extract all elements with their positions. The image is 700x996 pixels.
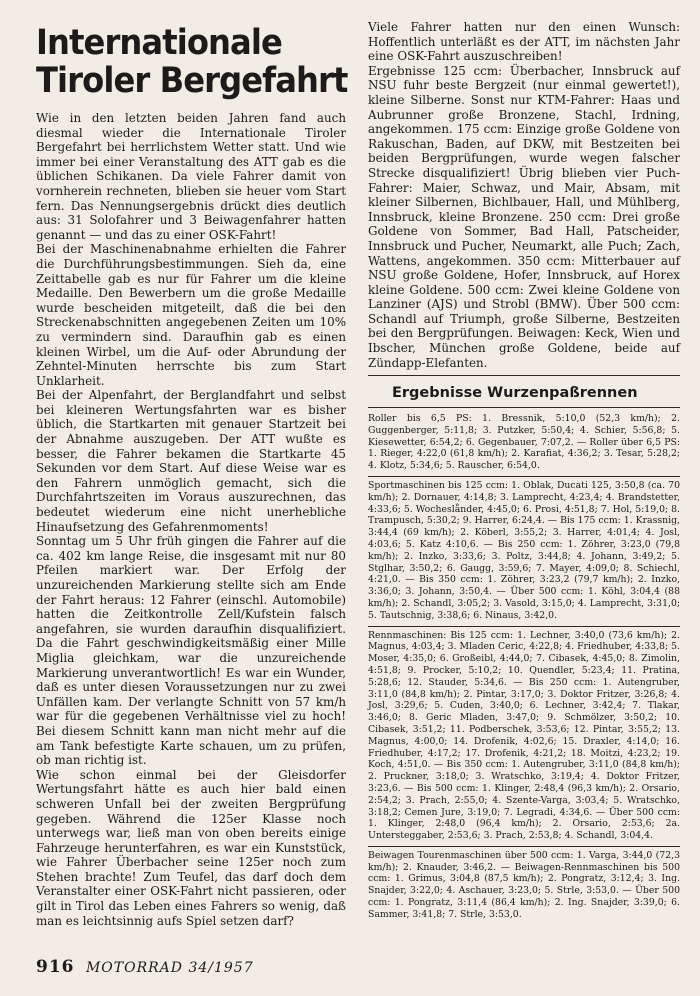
paragraph: Viele Fahrer hatten nur den einen Wunsch: Hoffentlich unterläßt es der ATT, im nächsten Jahr eine OSK-Fahrt auszuschreiben!	[368, 20, 680, 64]
results-title: Ergebnisse Wurzenpaßrennen	[392, 385, 638, 401]
issue-number: 34/1957	[188, 960, 254, 976]
left-column-text	[36, 111, 346, 928]
magazine-name: MOTORRAD	[85, 960, 183, 976]
results-section	[368, 410, 680, 477]
paragraph: Bei der Alpenfahrt, der Berglandfahrt und selbst bei kleineren Wertungsfahrten war es bisher üblich, die Startkarten mit genauer Startzeit bei der Abnahme auszugeben. Der ATT wußte es besser, die Fahrer bekamen die Startkarte 45 Sekunden vor dem Start. Auf diese Weise war es den Fahrern unmöglich gemacht, sich die Durchfahrtszeiten im Voraus auszurechnen, das bedeutet wiederum eine nicht unerhebliche Hinaufsetzung des Gefahrenmoments!	[36, 388, 346, 534]
article-headline	[36, 23, 348, 101]
paragraph: Wie in den letzten beiden Jahren fand auch diesmal wieder die Internationale Tiroler Bergefahrt bei herrlichstem Wetter statt. Und wie immer bei einer Veranstaltung des ATT gab es die üblichen Schikanen. Da viele Fahrer damit von vornherein rechneten, blieben sie heuer vom Start fern. Das Nennungsergebnis drückt dies deutlich aus: 31 Solofahrer und 3 Beiwagenfahrer hatten genannt — und das zu einer OSK-Fahrt!	[36, 111, 346, 242]
headline-line-2: Tiroler Bergefahrt	[36, 61, 348, 101]
section-divider	[368, 375, 680, 376]
results-text: Sportmaschinen bis 125 ccm: 1. Oblak, Ducati 125, 3:50,8 (ca. 70 km/h); 2. Dornauer, 4:14,8; 3. Lamprecht, 4:23,4; 4. Brandstetter, 4:33,6; 5. Wocheslånder, 4:45,0; 6. Prosi, 4:51,8; 7. Hol, 5:19,0; 8. Trampusch, 5:30,2; 9. Harrer, 6:24,4. — Bis 175 ccm: 1. Krassnig, 3:44,4 (69 km/h); 2. Köberl, 3:55,2; 3. Harrer, 4:01,4; 4. Josl, 4:03,6; 5. Katz 4:10,6. — Bis 250 ccm: 1. Zöhrer, 3:23,0 (79,8 km/h); 2. Inzko, 3:33,6; 3. Poltz, 3:44,8; 4. Johann, 3:49,2; 5. Stglhar, 3:50,2; 6. Gaugg, 3:59,6; 7. Mayer, 4:09,0; 8. Schiechl, 4:21,0. — Bis 350 ccm: 1. Zöhrer, 3:23,2 (79,7 km/h); 2. Inzko, 3:36,0; 3. Johann, 3:50,4. — Über 500 ccm: 1. Köhl, 3:04,4 (88 km/h); 2. Schandl, 3:05,2; 3. Vasold, 3:15,0; 4. Lamprecht, 3:31,0; 5. Tautschnig, 3:38,6; 6. Ninaus, 3:42,0.	[368, 479, 680, 621]
page-footer	[36, 957, 254, 977]
paragraph: Sonntag um 5 Uhr früh gingen die Fahrer auf die ca. 402 km lange Reise, die insgesamt mit nur 80 Pfeilen markiert war. Der Erfolg der unzureichenden Markierung stellte sich am Ende der Fahrt heraus: 12 Fahrer (einschl. Automobile) hatten die Zeitkontrolle Zell/Kufstein falsch angefahren, sie wurden daraufhin disqualifiziert. Da die Fahrt geschwindigkeitsmäßig einer Mille Miglia gleichkam, war die unzureichende Markierung unverantwortlich! Es war ein Wunder, daß es unter diesen Voraussetzungen nur zu zwei Unfällen kam. Der verlangte Schnitt von 57 km/h war für die gegebenen Verhältnisse viel zu hoch! Bei diesem Schnitt kann man nicht mehr auf die am Tank befestigte Karte schauen, um zu prüfen, ob man richtig ist.	[36, 534, 346, 768]
results-section	[368, 847, 680, 925]
section-divider	[368, 407, 680, 408]
right-column-text	[368, 20, 680, 370]
results-list	[368, 410, 680, 925]
page-number: 916	[36, 957, 75, 977]
results-section	[368, 477, 680, 627]
results-text: Beiwagen Tourenmaschinen über 500 ccm: 1. Varga, 3:44,0 (72,3 km/h); 2. Knauder, 3:46,2. — Beiwagen-Rennmaschinen bis 500 ccm: 1. Grimus, 3:04,8 (87,5 km/h); 2. Pongratz, 3:12,4; 3. Ing. Snajder, 3:22,0; 4. Aschauer, 3:23,0; 5. Strle, 3:53,0. — Über 500 ccm: 1. Pongratz, 3:11,4 (86,4 km/h); 2. Ing. Snajder, 3:39,0; 6. Sammer, 3:41,8; 7. Strle, 3:53,0.	[368, 849, 680, 920]
results-section	[368, 627, 680, 847]
results-summary-paragraph: Ergebnisse 125 ccm: Überbacher, Innsbruck auf NSU fuhr beste Bergzeit (nur einmal gewertet!), kleine Silberne. Sonst nur KTM-Fahrer: Haas und Aubrunner große Bronzene, Stachl, Irdning, angekommen. 175 ccm: Einzige große Goldene von Rakuschan, Baden, auf DKW, mit Bestzeiten bei beiden Bergprüfungen, wurde wegen falscher Strecke disqualifiziert! Übrig blieben vier Puch-Fahrer: Maier, Schwaz, und Mair, Absam, mit kleiner Silbernen, Bichlbauer, Hall, und Mühlberg, Innsbruck, kleine Bronzene. 250 ccm: Drei große Goldene von Sommer, Bad Hall, Patscheider, Innsbruck und Pucher, Neumarkt, alle Puch; Zach, Wattens, angekommen. 350 ccm: Mitterbauer auf NSU große Goldene, Hofer, Innsbruck, auf Horex kleine Goldene. 500 ccm: Zwei kleine Goldene von Lanziner (AJS) und Strobl (BMW). Über 500 ccm: Schandl auf Triumph, große Silberne, Bestzeiten bei den Bergprüfungen. Beiwagen: Keck, Wien und Ibscher, München große Goldene, beide auf Zündapp-Elefanten.	[368, 63, 680, 370]
paragraph: Wie schon einmal bei der Gleisdorfer Wertungsfahrt hätte es auch hier bald einen schweren Unfall bei der zweiten Bergprüfung gegeben. Während die 125er Klasse noch unterwegs war, ließ man von oben bereits einige Fahrzeuge herunterfahren, es war ein Kunststück, wie Fahrer Überbacher seine 125er noch zum Stehen brachte! Zum Teufel, das darf doch dem Veranstalter einer OSK-Fahrt nicht passieren, oder gilt in Tirol das Leben eines Fahrers so wenig, daß man es leichtsinnig aufs Spiel setzen darf?	[36, 767, 346, 928]
paragraph: Bei der Maschinenabnahme erhielten die Fahrer die Durchführungsbestimmungen. Sieh da, eine Zeittabelle gab es nur für Fahrer um die kleine Medaille. Den Bewerbern um die große Medaille wurde bescheiden mitgeteilt, daß die bei den Streckenabschnitten angegebenen Zeiten um 10% zu vermindern sind. Daraufhin gab es einen kleinen Wirbel, um die Auf- oder Abrundung der Zehntel-Minuten herrschte bis zum Start Unklarheit.	[36, 242, 346, 388]
headline-line-1: Internationale	[36, 23, 282, 63]
results-text: Roller bis 6,5 PS: 1. Bressnik, 5:10,0 (52,3 km/h); 2. Guggenberger, 5:11,8; 3. Putzker, 5:50,4; 4. Schier, 5:56,8; 5. Kiesewetter, 6:54,2; 6. Gegenbauer, 7:07,2. — Roller über 6,5 PS: 1. Rieger, 4:22,0 (61,8 km/h); 2. Karafiat, 4:36,2; 3. Tesar, 5:28,2; 4. Klotz, 5:34,6; 5. Rauscher, 6:54,0.	[368, 413, 680, 472]
results-text: Rennmaschinen: Bis 125 ccm: 1. Lechner, 3:40,0 (73,6 km/h); 2. Magnus, 4:03,4; 3. Mladen Ceric, 4:22,8; 4. Friedhuber, 4:33,8; 5. Moser, 4:35,0; 6. Großeibl, 4:44,0; 7. Cibasek, 4:45,0; 8. Zimolin, 4:51,8; 9. Procker, 5:10,2; 10. Quendler, 5:23,4; 11. Pratina, 5:28,6; 12. Stauder, 5:34,6. — Bis 250 ccm: 1. Autengruber, 3:11,0 (84,8 km/h); 2. Pintar, 3:17,0; 3. Doktor Fritzer, 3:26,8; 4. Josl, 3:29,6; 5. Cuden, 3:40,0; 6. Lechner, 3:42,4; 7. Tlakar, 3:46,0; 8. Geric Mladen, 3:47,0; 9. Schmölzer, 3:50,2; 10. Cibasek, 3:51,2; 11. Podberschek, 3:53,6; 12. Pintar, 3:55,2; 13. Magnus, 4:00,0; 14. Drofenik, 4:02,6; 15. Draxler, 4:14,0; 16. Friedhuber, 4:17,2; 17. Drofenik, 4:21,2; 18. Moitzi, 4:23,2; 19. Koch, 4:51,0. — Bis 350 ccm: 1. Autengruber, 3:11,0 (84,8 km/h); 2. Pruckner, 3:18,0; 3. Wratschko, 3:19,4; 4. Doktor Fritzer, 3:23,6. — Bis 500 ccm: 1. Klinger, 2:48,4 (96,3 km/h); 2. Orsario, 2:54,2; 3. Prach, 2:55,0; 4. Szente-Varga, 3:03,4; 5. Wratschko, 3:18,2; Cemen Jure, 3:19,0; 7. Legradi, 4:34,6. — Über 500 ccm: 1. Klinger, 2:48,0 (96,4 km/h); 2. Orsario, 2:53,6; 2a. Untersteggaber, 2:53,6; 3. Prach, 2:53,8; 4. Schandl, 3:04,4.	[368, 629, 680, 842]
